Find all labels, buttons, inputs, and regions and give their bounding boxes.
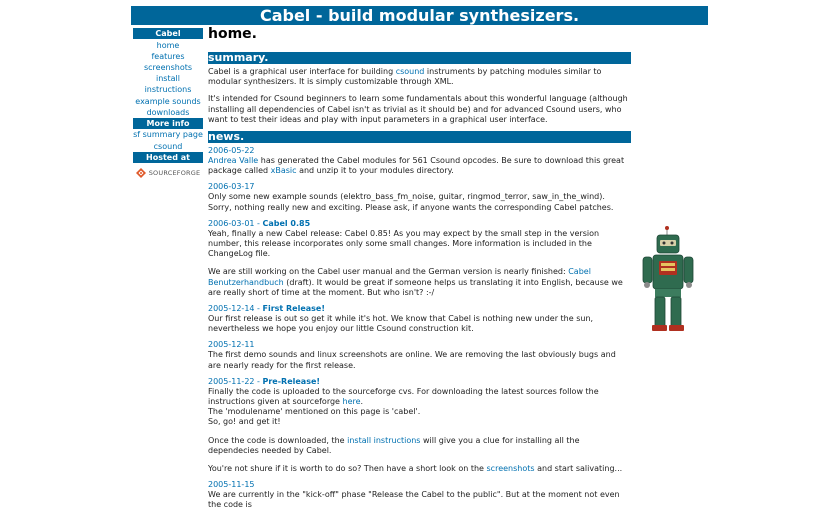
summary-paragraph-1: Cabel is a graphical user interface for building csound instruments by patching modules similar to modular synthesizers. It is simply customizable through XML. — [208, 67, 602, 87]
news-date-title: 2005-11-22 - Pre-Release! — [208, 376, 321, 386]
news-item: 2005-12-14 - First Release! Our first release is out so get it while it's hot. We know that Cabel is nothing new under the sun, nevertheless we hope you enjoy our little Csound construction kit. — [208, 304, 631, 334]
benutzerhandbuch-link[interactable]: Cabel Benutzerhandbuch — [208, 267, 591, 287]
install-instructions-link[interactable]: install instructions — [347, 435, 421, 445]
toy-robot-image — [633, 225, 707, 337]
nav-install-instructions[interactable]: install instructions — [144, 74, 192, 95]
news-item: 2005-11-15 We are currently in the "kick-off" phase "Release the Cabel to the public". But at the moment not even the code is — [208, 480, 631, 510]
screenshots-link[interactable]: screenshots — [486, 464, 535, 474]
news-title: Cabel 0.85 — [262, 218, 311, 228]
sourceforge-icon — [136, 168, 146, 178]
sourceforge-logo[interactable] — [133, 166, 203, 180]
news-date: 2006-03-17 — [208, 182, 255, 192]
news-title: Pre-Release! — [262, 376, 321, 386]
site-banner: Cabel - build modular synthesizers. — [131, 6, 708, 25]
news-title: First Release! — [262, 304, 325, 314]
news-item: 2006-05-22 Andrea Valle has generated the Cabel modules for 561 Csound opcodes. Be sure to download this great package called xBasic and unzip it to your modules directory. — [208, 146, 631, 176]
nav-example-sounds[interactable]: example sounds — [135, 96, 201, 106]
sidebar-header-more-info: More info — [133, 118, 203, 129]
sourceforge-here-link[interactable]: here — [342, 397, 361, 407]
nav-home[interactable]: home — [156, 40, 180, 50]
nav-csound[interactable]: csound — [153, 141, 183, 151]
news-date: 2005-11-15 — [208, 480, 255, 490]
summary-paragraph-2: It's intended for Csound beginners to learn some fundamentals about this wonderful language (although installing all dependencies of Cabel isn't as trivial as it should be) and for advanced Csound users, who want to test their ideas and play with input parameters in a graphical user interface. — [208, 94, 628, 124]
sidebar-nav — [133, 28, 203, 180]
page-title: home. — [208, 26, 257, 42]
nav-downloads[interactable]: downloads — [146, 107, 190, 117]
news-date: 2006-05-22 — [208, 146, 255, 156]
sidebar-header-cabel: Cabel — [133, 28, 203, 39]
news-date-title: 2005-12-14 - First Release! — [208, 304, 325, 314]
sourceforge-logo-text: SOURCEFORGE — [148, 168, 201, 177]
summary-heading: summary. — [208, 52, 631, 64]
xbasic-link[interactable]: xBasic — [270, 166, 297, 176]
main-content — [208, 26, 631, 517]
news-item: 2006-03-17 Only some new example sounds (elektro_bass_fm_noise, guitar, ringmod_terror, saw_in_the_wind). Sorry, nothing really new and exciting. Please ask, if anyone wants the corresponding Cabel patches. — [208, 182, 631, 212]
news-item: 2005-12-11 The first demo sounds and linux screenshots are online. We are removing the last obviously bugs and are nearly ready for the first release. — [208, 340, 631, 370]
news-heading: news. — [208, 131, 631, 143]
andrea-valle-link[interactable]: Andrea Valle — [208, 156, 259, 166]
sidebar-header-hosted-at: Hosted at — [133, 152, 203, 163]
news-date: 2005-12-11 — [208, 340, 255, 350]
nav-screenshots[interactable]: screenshots — [143, 62, 193, 72]
nav-sf-summary-page[interactable]: sf summary page — [133, 130, 203, 140]
nav-features[interactable]: features — [151, 51, 185, 61]
news-date-title: 2006-03-01 - Cabel 0.85 — [208, 218, 311, 228]
news-item: 2006-03-01 - Cabel 0.85 Yeah, finally a new Cabel release: Cabel 0.85! As you may expect by the small step in the version number, this release incorporates only some small changes. More information is included in the ChangeLog file. We are still working on the Cabel user manual and the German version is nearly finished: Cabel Benutzerhandbuch (draft). It would be great if someone helps us translating it into English, because we are really short of time at the moment. But who isn't? :-/ — [208, 219, 631, 298]
csound-link[interactable]: csound — [395, 67, 425, 76]
news-item: 2005-11-22 - Pre-Release! Finally the code is uploaded to the sourceforge cvs. For downloading the latest sources follow the instructions given at sourceforge here. The 'modulename' mentioned on this page is 'cabel'. So, go! and get it! Once the code is downloaded, the install instructions will give you a clue for installing all the dependecies needed by Cabel. You're not shure if it is worth to do so? Then have a short look on the screenshots and start salivating... — [208, 377, 631, 474]
